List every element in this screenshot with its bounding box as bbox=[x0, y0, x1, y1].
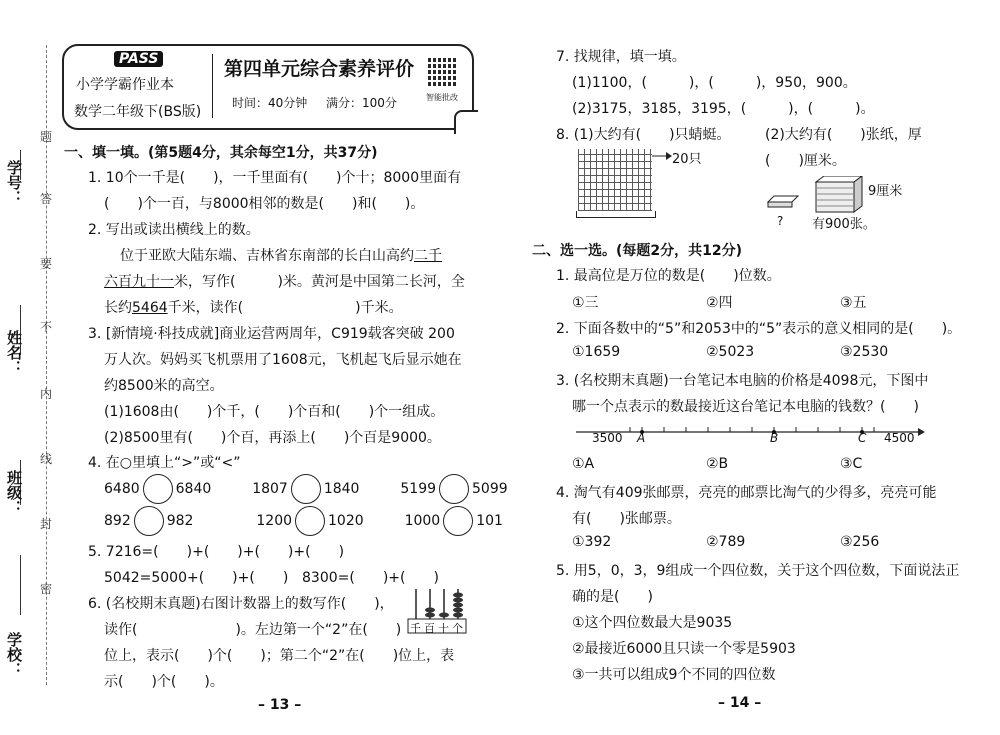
tick-label-start: 3500 bbox=[592, 431, 623, 445]
seal-word: 不 bbox=[40, 320, 53, 334]
unit-title: 第四单元综合素养评价 bbox=[224, 58, 415, 80]
subject-name: 数学二年级下(BS版) bbox=[74, 104, 202, 120]
compare-circle[interactable] bbox=[295, 506, 325, 536]
q8-line2b: ( )厘米。 bbox=[765, 153, 846, 169]
page-number-right: – 14 – bbox=[718, 695, 762, 711]
qr-caption: 智能批改 bbox=[426, 93, 458, 102]
q3-line1 bbox=[88, 323, 455, 343]
margin-line bbox=[20, 555, 21, 615]
seal-word: 内 bbox=[40, 387, 53, 401]
compare-left: 1200 bbox=[256, 513, 293, 529]
arrow-label: 20只 bbox=[672, 152, 702, 167]
pass-logo: PASS bbox=[114, 51, 163, 67]
q1-line2: ( )个一百，与8000相邻的数是( )和( )。 bbox=[104, 196, 425, 212]
compare-left: 892 bbox=[104, 513, 131, 529]
section-1-title: 一、填一填。(第5题4分，其余每空1分，共37分) bbox=[64, 145, 378, 161]
c4-question-line2: 有( )张邮票。 bbox=[572, 511, 681, 527]
compare-right: 1840 bbox=[323, 481, 360, 497]
c1-option-1[interactable]: ①三 bbox=[572, 295, 599, 311]
compare-circle[interactable] bbox=[143, 474, 173, 504]
time-limit: 时间：40分钟 bbox=[232, 96, 308, 110]
q4-title: 4. 在○里填上“>”或“<” bbox=[88, 455, 241, 471]
q3-tag: [新情境·科技成就] bbox=[105, 326, 220, 342]
c2-option-3[interactable]: ③2530 bbox=[840, 344, 889, 360]
c3-option-1[interactable]: ①A bbox=[572, 456, 595, 472]
q3-line2: 万人次。妈妈买飞机票用了1608元，飞机起飞后显示她在 bbox=[104, 352, 462, 368]
compare-left: 1807 bbox=[252, 481, 288, 497]
student-id-label: 学号： bbox=[5, 160, 23, 205]
c4-question-line1: 4. 淘气有409张邮票，亮亮的邮票比淘气的少得多，亮亮可能 bbox=[556, 485, 937, 501]
page-number-left: – 13 – bbox=[258, 697, 302, 713]
q3-number: 3. bbox=[88, 326, 106, 342]
header-box bbox=[62, 44, 474, 130]
q2-line3 bbox=[104, 297, 403, 317]
point-c-label: C bbox=[858, 431, 867, 445]
c2-option-2[interactable]: ②5023 bbox=[706, 344, 755, 360]
place-thousands: 千 bbox=[410, 622, 424, 635]
compare-circle[interactable] bbox=[443, 506, 473, 536]
q6-line2: 读作( )。左边第一个“2”在( ) bbox=[104, 622, 402, 638]
page-curl-icon bbox=[454, 110, 478, 134]
q3-sub1: (1)1608由( )个千，( )个百和( )个一组成。 bbox=[104, 404, 445, 420]
c5-question-line1: 5. 用5，0，3，9组成一个四位数，关于这个四位数，下面说法正 bbox=[556, 563, 960, 579]
place-ones: 个 bbox=[452, 622, 466, 635]
school-label: 学校： bbox=[5, 632, 23, 677]
name-label: 姓名： bbox=[5, 330, 23, 375]
q2-text: 长约 bbox=[104, 300, 132, 316]
dragonfly-grid-icon bbox=[578, 149, 652, 211]
c1-option-2[interactable]: ②四 bbox=[706, 295, 733, 311]
q4-row2 bbox=[104, 506, 503, 536]
abacus-place-labels bbox=[410, 620, 466, 636]
compare-right: 5099 bbox=[472, 481, 508, 497]
q2-line2 bbox=[104, 271, 465, 291]
q2-title: 2. 写出或读出横线上的数。 bbox=[88, 222, 260, 238]
q3-sub2: (2)8500里有( )个百，再添上( )个百是9000。 bbox=[104, 430, 441, 446]
c2-question: 2. 下面各数中的“5”和2053中的“5”表示的意义相同的是( )。 bbox=[556, 321, 962, 337]
q2-line1 bbox=[120, 245, 442, 265]
c4-option-3[interactable]: ③256 bbox=[840, 534, 880, 550]
c3-option-3[interactable]: ③C bbox=[840, 456, 863, 472]
c5-option-2[interactable]: ②最接近6000且只读一个零是5903 bbox=[572, 641, 796, 657]
q2-text: 米，写作( )米。黄河是中国第二长河，全 bbox=[174, 274, 465, 290]
seal-word: 答 bbox=[40, 192, 53, 206]
header-divider bbox=[212, 54, 213, 118]
q7-title: 7. 找规律，填一填。 bbox=[556, 49, 686, 65]
q3-line3: 约8500米的高空。 bbox=[104, 378, 224, 394]
q2-underlined: 二千 bbox=[414, 248, 442, 264]
seal-word: 封 bbox=[40, 517, 53, 531]
place-hundreds: 百 bbox=[424, 622, 438, 635]
q7-line2: (2)3175，3185，3195，( )，( )。 bbox=[572, 101, 875, 117]
seal-word: 线 bbox=[40, 452, 53, 466]
q7-line1: (1)1100，( )，( )，950，900。 bbox=[572, 75, 857, 91]
c3-question-line1: 3. (名校期末真题)一台笔记本电脑的价格是4098元，下图中 bbox=[556, 373, 929, 389]
c3-question-line2: 哪一个点表示的数最接近这台笔记本电脑的钱数？( ) bbox=[572, 399, 919, 415]
q8-line1b: (2)大约有( )张纸，厚 bbox=[765, 127, 922, 143]
compare-right: 1020 bbox=[328, 513, 364, 529]
full-score: 满分：100分 bbox=[326, 96, 397, 110]
q2-underlined: 六百九十一 bbox=[104, 274, 174, 290]
qr-code-icon bbox=[428, 58, 458, 88]
c5-option-3[interactable]: ③一共可以组成9个不同的四位数 bbox=[572, 667, 776, 683]
q3-text: 商业运营两周年，C919载客突破 200 bbox=[219, 326, 455, 342]
compare-circle[interactable] bbox=[439, 474, 469, 504]
c3-option-2[interactable]: ②B bbox=[706, 456, 729, 472]
q5-line3: 8300=( )+( ) bbox=[302, 570, 439, 586]
c2-option-1[interactable]: ①1659 bbox=[572, 344, 621, 360]
tick-label-end: 4500 bbox=[884, 431, 915, 445]
class-label: 班级： bbox=[5, 470, 23, 515]
c4-option-1[interactable]: ①392 bbox=[572, 534, 612, 550]
compare-left: 6480 bbox=[104, 481, 140, 497]
q8-line1a: 8. (1)大约有( )只蜻蜓。 bbox=[556, 127, 731, 143]
height-label: 9厘米 bbox=[868, 184, 903, 199]
q2-underlined: 5464 bbox=[132, 300, 168, 316]
compare-left: 1000 bbox=[404, 513, 441, 529]
c1-question: 1. 最高位是万位的数是( )位数。 bbox=[556, 268, 781, 284]
q6-line4: 示( )个( )。 bbox=[104, 674, 224, 690]
compare-right: 6840 bbox=[175, 481, 212, 497]
q5-line2: 5042=5000+( )+( ) bbox=[104, 570, 289, 586]
count-label: 有900张。 bbox=[812, 217, 876, 232]
unknown-label: ? bbox=[777, 214, 784, 228]
number-line bbox=[574, 418, 926, 448]
point-a-label: A bbox=[637, 431, 646, 445]
q5-line1: 5. 7216=( )+( )+( )+( ) bbox=[88, 544, 345, 560]
section-2-title: 二、选一选。(每题2分，共12分) bbox=[532, 243, 743, 259]
q6-line3: 位上，表示( )个( )；第二个“2”在( )位上，表 bbox=[104, 648, 455, 664]
c4-option-2[interactable]: ②789 bbox=[706, 534, 746, 550]
bracket bbox=[576, 211, 656, 218]
c1-option-3[interactable]: ③五 bbox=[840, 295, 867, 311]
compare-right: 982 bbox=[166, 513, 194, 529]
c5-option-1[interactable]: ①这个四位数最大是9035 bbox=[572, 615, 733, 631]
seal-word: 密 bbox=[40, 582, 53, 596]
q6-line1: 6. (名校期末真题)右图计数器上的数写作( )， bbox=[88, 596, 394, 612]
compare-left: 5199 bbox=[400, 481, 437, 497]
q2-text: 位于亚欧大陆东端、吉林省东南部的长白山高约 bbox=[120, 248, 414, 264]
seal-word: 要 bbox=[40, 257, 53, 271]
arrow-icon bbox=[652, 151, 672, 161]
series-name: 小学学霸作业本 bbox=[76, 77, 174, 93]
compare-circle[interactable] bbox=[291, 474, 321, 504]
seal-word: 题 bbox=[40, 130, 53, 144]
point-b-label: B bbox=[770, 431, 779, 445]
compare-right: 101 bbox=[476, 513, 503, 529]
paper-stack-icon bbox=[764, 176, 868, 216]
place-tens: 十 bbox=[438, 622, 452, 635]
q4-row1 bbox=[104, 474, 508, 504]
compare-circle[interactable] bbox=[134, 506, 164, 536]
q2-text: 千米，读作( )千米。 bbox=[167, 300, 403, 316]
c5-question-line2: 确的是( ) bbox=[572, 589, 653, 605]
q1-line1: 1. 10个一千是( )，一千里面有( )个十；8000里面有 bbox=[88, 170, 462, 186]
